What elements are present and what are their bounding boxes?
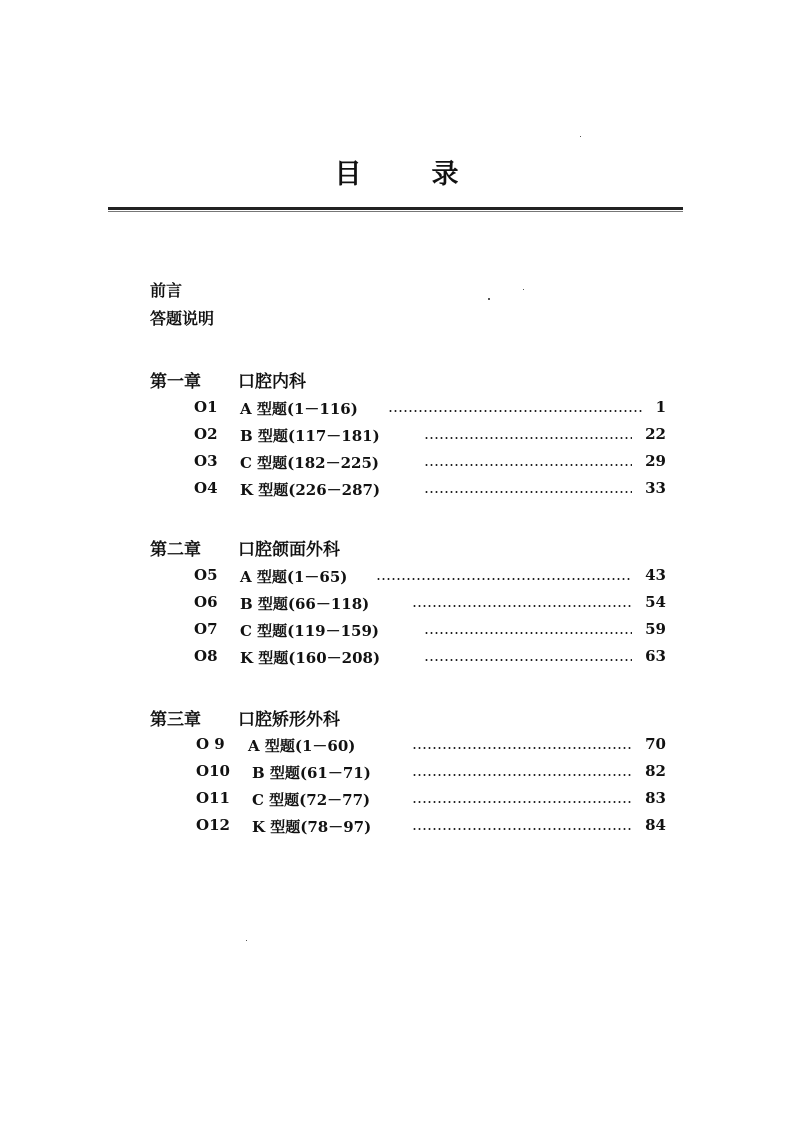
toc-entry[interactable] [0,479,793,501]
chapter-heading-2[interactable] [150,535,340,560]
chapter-number: 第二章 [150,540,201,560]
entry-page: 54 [645,593,666,611]
entry-label: C 型题(119－159) [240,622,379,640]
entry-code: O12 [196,816,230,834]
dot-leader [424,464,632,466]
dot-leader [424,632,632,634]
title-rule [108,207,683,210]
entry-page: 29 [645,452,666,470]
scan-speck [523,289,524,290]
entry-page: 82 [645,762,666,780]
scan-speck [246,940,247,941]
entry-label: B 型题(66－118) [240,595,370,613]
entry-label: A 型题(1－65) [240,568,348,586]
entry-code: O10 [196,762,230,780]
entry-page: 33 [645,479,666,497]
chapter-heading-1[interactable] [150,367,306,392]
dot-leader [376,578,632,580]
toc-entry[interactable] [0,566,793,588]
entry-page: 63 [645,647,666,665]
entry-code: O6 [194,593,218,611]
toc-entry[interactable] [0,647,793,669]
entry-code: O2 [194,425,218,443]
title-char-2: 录 [431,159,459,190]
entry-page: 84 [645,816,666,834]
title-char-1: 目 [334,159,362,190]
dot-leader [412,605,632,607]
entry-code: O7 [194,620,218,638]
entry-page: 70 [645,735,666,753]
entry-code: O 9 [196,735,225,753]
dot-leader [412,828,632,830]
dot-leader [424,437,632,439]
entry-code: O11 [196,789,230,807]
toc-entry[interactable] [0,735,793,757]
dot-leader [424,659,632,661]
toc-preface[interactable]: 前言 [150,281,183,300]
dot-leader [388,410,642,412]
dot-leader [412,747,632,749]
entry-label: K 型题(160－208) [240,649,381,667]
toc-instructions[interactable]: 答题说明 [150,309,215,328]
entry-label: A 型题(1－60) [248,737,356,755]
chapter-name: 口腔矫形外科 [238,710,340,730]
entry-label: B 型题(117－181) [240,427,380,445]
toc-entry[interactable] [0,762,793,784]
toc-entry[interactable] [0,425,793,447]
entry-page: 83 [645,789,666,807]
chapter-number: 第三章 [150,710,201,730]
dot-leader [412,774,632,776]
entry-label: C 型题(182－225) [240,454,379,472]
toc-entry[interactable] [0,452,793,474]
entry-label: C 型题(72－77) [252,791,371,809]
entry-code: O4 [194,479,218,497]
entry-code: O8 [194,647,218,665]
entry-label: K 型题(78－97) [252,818,372,836]
page-title [0,152,793,191]
entry-page: 1 [655,398,666,416]
toc-entry[interactable] [0,620,793,642]
entry-code: O5 [194,566,218,584]
title-rule-thin [108,211,683,212]
scan-speck [488,298,490,300]
dot-leader [412,801,632,803]
entry-code: O3 [194,452,218,470]
entry-page: 22 [645,425,666,443]
chapter-name: 口腔内科 [238,372,306,392]
scan-speck [580,136,581,137]
toc-entry[interactable] [0,593,793,615]
toc-entry[interactable] [0,398,793,420]
toc-entry[interactable] [0,789,793,811]
toc-entry[interactable] [0,816,793,838]
entry-page: 43 [645,566,666,584]
dot-leader [424,491,632,493]
chapter-name: 口腔颌面外科 [238,540,340,560]
entry-label: K 型题(226－287) [240,481,381,499]
entry-code: O1 [194,398,218,416]
chapter-number: 第一章 [150,372,201,392]
chapter-heading-3[interactable] [150,705,340,730]
entry-page: 59 [645,620,666,638]
entry-label: B 型题(61－71) [252,764,371,782]
entry-label: A 型题(1－116) [240,400,358,418]
